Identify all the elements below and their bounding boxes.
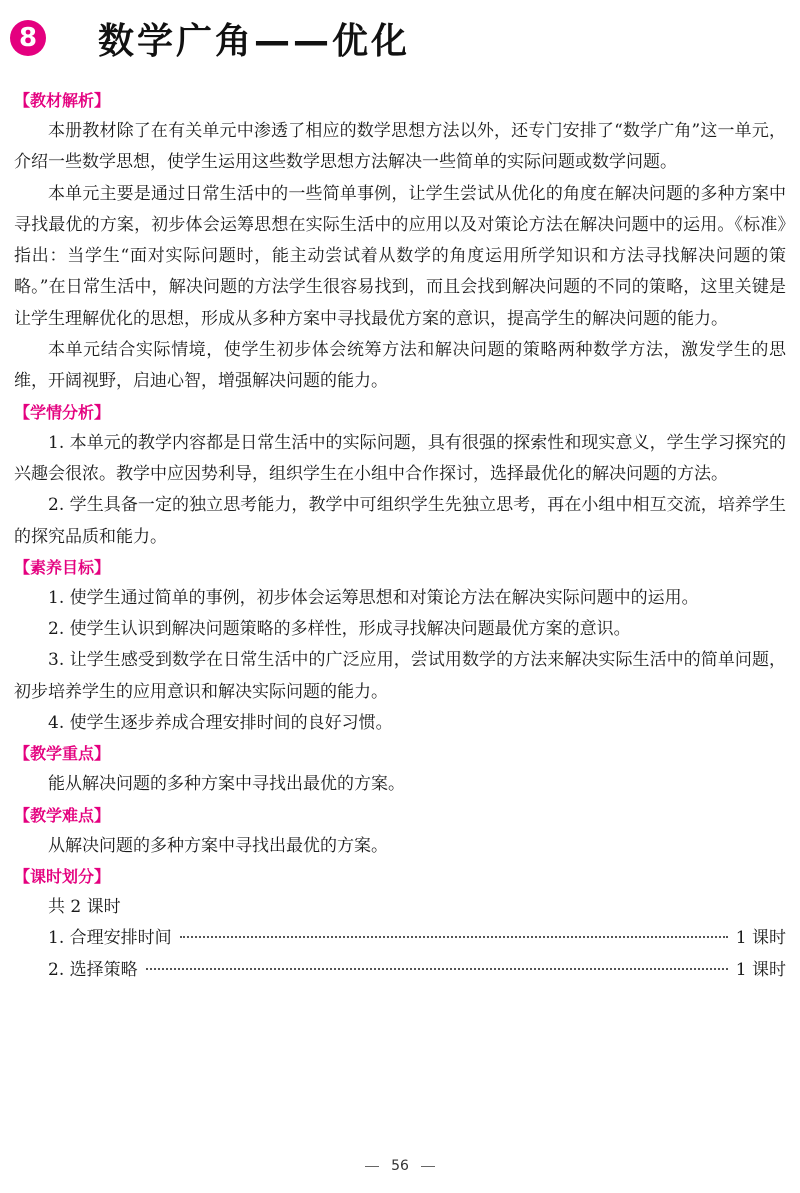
page-content	[14, 86, 786, 986]
section-heading-analysis: 【教材解析】	[14, 91, 111, 110]
toc-entry-hours: 1 课时	[735, 959, 786, 980]
footer-dash-right	[421, 1166, 435, 1167]
goal-item: 4. 使学生逐步养成合理安排时间的良好习惯。	[48, 713, 393, 734]
analysis-paragraph: 本单元主要是通过日常生活中的一些简单事例，让学生尝试从优化的角度在解决问题的多种方案中寻找最优的方案，初步体会运筹思想在实际生活中的应用以及对策论方法在解决问题中的运用。《标准》指出：当学生“面对实际问题时，能主动尝试着从数学的角度运用所学知识和方法寻找解决问题的策略。”在日常生活中，解决问题的方法学生很容易找到，而且会找到解决问题的不同的策略，这里关键是让学生理解优化的思想，形成从多种方案中寻找最优方案的意识，提高学生的解决问题的能力。	[14, 183, 786, 329]
toc-entry-name: 2. 选择策略	[48, 959, 138, 980]
key-points-text: 能从解决问题的多种方案中寻找出最优的方案。	[48, 774, 405, 795]
learner-item: 2. 学生具备一定的独立思考能力，教学中可组织学生先独立思考，再在小组中相互交流，培养学生的探究品质和能力。	[14, 495, 786, 547]
section-heading-goals: 【素养目标】	[14, 557, 111, 577]
page-footer	[0, 1158, 800, 1174]
toc-entry	[14, 923, 786, 954]
goal-item: 3. 让学生感受到数学在日常生活中的广泛应用，尝试用数学的方法来解决实际生活中的简单问题，初步培养学生的应用意识和解决实际问题的能力。	[14, 650, 786, 702]
toc-leader-dots	[180, 936, 728, 938]
schedule-total: 共 2 课时	[48, 896, 121, 917]
section-heading-key-points: 【教学重点】	[14, 744, 111, 764]
section-heading-difficulties: 【教学难点】	[14, 805, 111, 825]
analysis-paragraph: 本册教材除了在有关单元中渗透了相应的数学思想方法以外，还专门安排了“数学广角”这一单元，介绍一些数学思想，使学生运用这些数学思想方法解决一些简单的实际问题或数学问题。	[14, 121, 786, 173]
section-heading-schedule: 【课时划分】	[14, 866, 111, 886]
footer-dash-left	[365, 1166, 379, 1167]
page-number: 56	[391, 1158, 409, 1174]
goal-item: 2. 使学生认识到解决问题策略的多样性，形成寻找解决问题最优方案的意识。	[48, 619, 631, 640]
analysis-paragraph: 本单元结合实际情境，使学生初步体会统筹方法和解决问题的策略两种数学方法，激发学生的思维，开阔视野，启迪心智，增强解决问题的能力。	[14, 340, 786, 392]
learner-item: 1. 本单元的教学内容都是日常生活中的实际问题，具有很强的探索性和现实意义，学生学习探究的兴趣会很浓。教学中应因势利导，组织学生在小组中合作探讨，选择最优化的解决问题的方法。	[14, 432, 786, 484]
chapter-number-badge: 8	[10, 20, 46, 56]
chapter-header	[10, 6, 410, 70]
toc-entry	[14, 955, 786, 986]
toc-entry-name: 1. 合理安排时间	[48, 928, 172, 949]
difficulties-text: 从解决问题的多种方案中寻找出最优的方案。	[48, 835, 388, 856]
chapter-title: 数学广角——优化	[98, 20, 411, 62]
toc-leader-dots	[146, 968, 728, 970]
section-heading-learner: 【学情分析】	[14, 402, 111, 422]
goal-item: 1. 使学生通过简单的事例，初步体会运筹思想和对策论方法在解决实际问题中的运用。	[48, 587, 699, 608]
toc-entry-hours: 1 课时	[735, 928, 786, 949]
